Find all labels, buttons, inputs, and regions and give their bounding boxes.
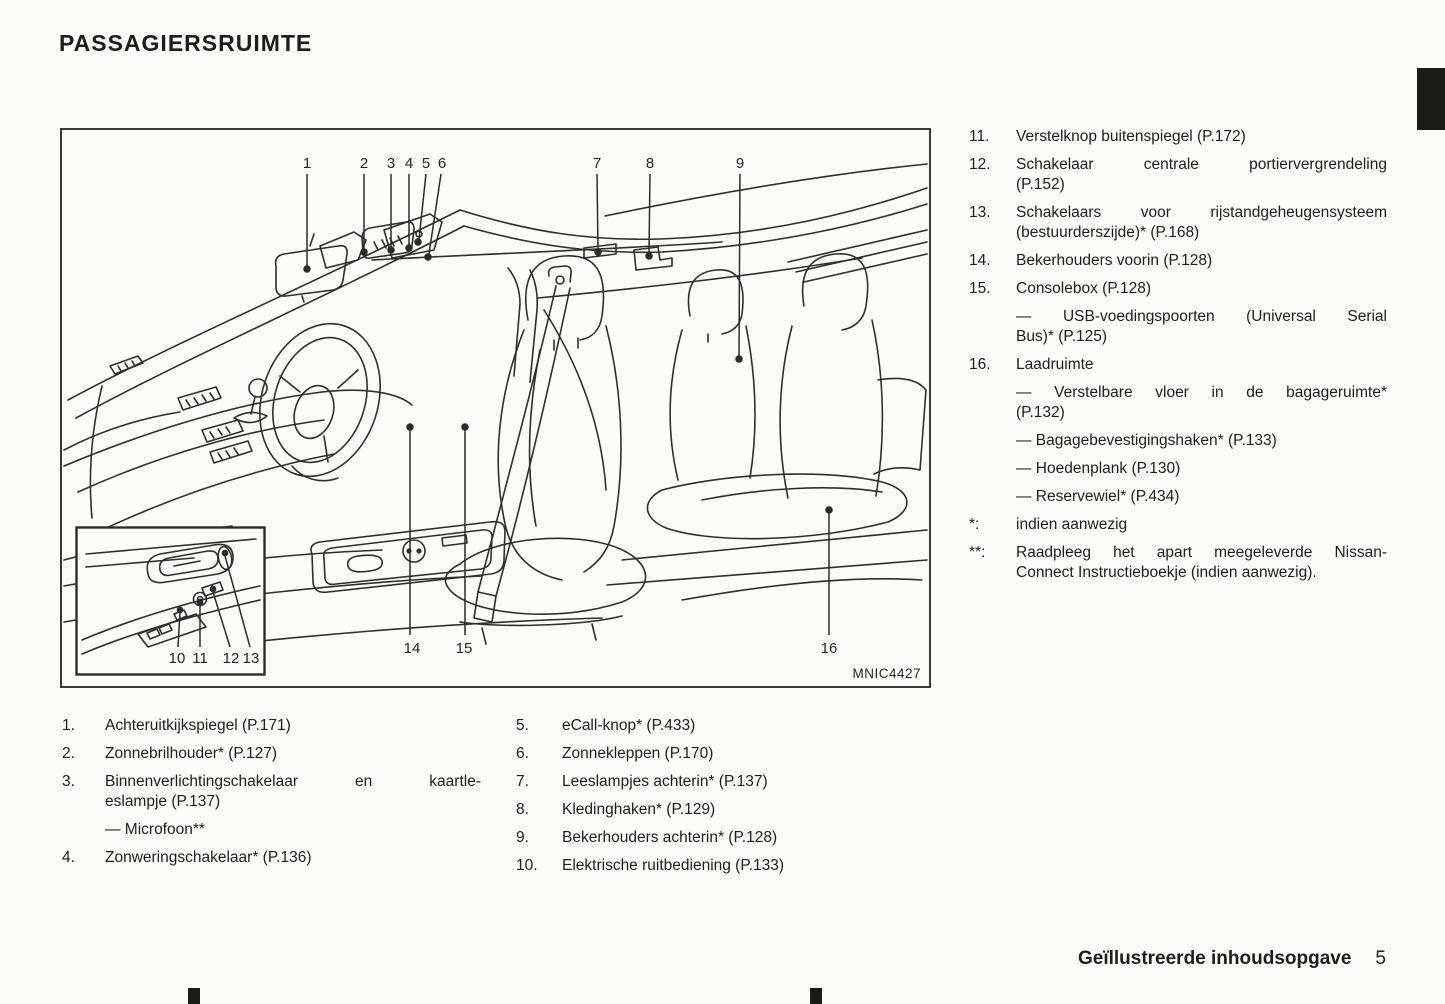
legend-item-text: Consolebox (P.128)	[1016, 280, 1151, 297]
legend-item-number: 5.	[516, 717, 529, 734]
legend-item-6	[516, 744, 912, 764]
page-title: PASSAGIERSRUIMTE	[59, 30, 313, 56]
legend-item-text: Kledinghaken* (P.129)	[562, 801, 716, 818]
legend-item-15	[969, 279, 1387, 347]
callout-4: 4	[404, 155, 414, 172]
legend-item-number: *:	[969, 516, 980, 533]
legend-subitem-text: — Microfoon**	[105, 821, 205, 838]
legend-item-text: Bekerhouders achterin* (P.128)	[562, 829, 778, 846]
legend-subitem-text: — Verstelbare vloer in de bagageruimte*	[1016, 384, 1387, 401]
legend-item-number: 3.	[62, 773, 75, 790]
legend-item-11	[969, 127, 1387, 147]
legend-subitem-text: — Bagagebevestigingshaken* (P.133)	[1016, 432, 1277, 449]
legend-subitem-text: Bus)* (P.125)	[1016, 328, 1108, 345]
legend-item-text: Zonnekleppen (P.170)	[562, 745, 714, 762]
legend-item-text: Schakelaar centrale portiervergrendeling	[1016, 156, 1387, 173]
callout-15: 15	[455, 640, 473, 657]
legend-item-number: 6.	[516, 745, 529, 762]
legend-item-text: (P.152)	[1016, 176, 1065, 193]
figure-code: MNIC4427	[852, 666, 921, 681]
legend-item-number: 8.	[516, 801, 529, 818]
legend-note-single-asterisk	[969, 515, 1387, 535]
legend-item-text: Verstelknop buitenspiegel (P.172)	[1016, 128, 1246, 145]
callout-7: 7	[592, 155, 602, 172]
footer-page-number: 5	[1375, 948, 1386, 969]
legend-item-9	[516, 828, 912, 848]
legend-item-text: Elektrische ruitbediening (P.133)	[562, 857, 785, 874]
legend-item-text: Laadruimte	[1016, 356, 1094, 373]
legend-note-text: indien aanwezig	[1016, 516, 1128, 533]
legend-item-number: 15.	[969, 280, 991, 297]
print-registration-mark	[188, 988, 200, 1004]
legend-item-number: 10.	[516, 857, 538, 874]
legend-item-number: 12.	[969, 156, 991, 173]
chapter-bleed-tab	[1417, 68, 1445, 130]
legend-item-13	[969, 203, 1387, 243]
legend-item-10	[516, 856, 912, 876]
legend-item-text: Zonweringschakelaar* (P.136)	[105, 849, 312, 866]
legend-item-2	[62, 744, 481, 764]
legend-item-4	[62, 848, 481, 868]
legend-item-number: 4.	[62, 849, 75, 866]
callout-14: 14	[403, 640, 421, 657]
print-registration-mark	[810, 988, 822, 1004]
callout-8: 8	[645, 155, 655, 172]
legend-item-text: Leeslampjes achterin* (P.137)	[562, 773, 768, 790]
legend-item-text: Bekerhouders voorin (P.128)	[1016, 252, 1213, 269]
car-interior-line-art	[62, 130, 929, 686]
legend-column-left	[62, 716, 481, 876]
legend-item-number: **:	[969, 544, 986, 561]
legend-subitem-text: (P.132)	[1016, 404, 1065, 421]
legend-item-14	[969, 251, 1387, 271]
legend-note-double-asterisk	[969, 543, 1387, 583]
callout-13: 13	[242, 650, 260, 667]
footer-section-title: Geïllustreerde inhoudsopgave	[1077, 948, 1352, 969]
legend-subitem-text: — Reservewiel* (P.434)	[1016, 488, 1180, 505]
legend-note-text: Connect Instructieboekje (indien aanwezig).	[1016, 564, 1317, 581]
legend-item-5	[516, 716, 912, 736]
legend-item-12	[969, 155, 1387, 195]
legend-item-number: 11.	[969, 128, 990, 145]
legend-item-number: 1.	[62, 717, 75, 734]
legend-item-number: 13.	[969, 204, 991, 221]
legend-item-number: 14.	[969, 252, 991, 269]
legend-item-16	[969, 355, 1387, 507]
callout-12: 12	[222, 650, 240, 667]
callout-3: 3	[386, 155, 396, 172]
legend-item-text: Binnenverlichtingschakelaar en kaartle-	[105, 773, 481, 790]
legend-subitem-text: — Hoedenplank (P.130)	[1016, 460, 1181, 477]
callout-2: 2	[359, 155, 369, 172]
callout-1: 1	[302, 155, 312, 172]
legend-item-number: 7.	[516, 773, 529, 790]
callout-16: 16	[820, 640, 838, 657]
legend-item-8	[516, 800, 912, 820]
legend-item-text: eCall-knop* (P.433)	[562, 717, 696, 734]
legend-item-text: Zonnebrilhouder* (P.127)	[105, 745, 278, 762]
callout-9: 9	[735, 155, 745, 172]
legend-item-number: 2.	[62, 745, 75, 762]
callout-6: 6	[437, 155, 447, 172]
legend-item-7	[516, 772, 912, 792]
callout-10: 10	[168, 650, 186, 667]
page-footer	[1078, 948, 1386, 970]
figure-passenger-compartment	[60, 128, 931, 688]
legend-item-number: 16.	[969, 356, 991, 373]
legend-item-text: Achteruitkijkspiegel (P.171)	[105, 717, 291, 734]
legend-item-number: 9.	[516, 829, 529, 846]
legend-item-3	[62, 772, 481, 840]
legend-column-middle	[516, 716, 912, 884]
legend-column-right	[969, 127, 1387, 591]
callout-11: 11	[192, 650, 208, 667]
callout-5: 5	[421, 155, 431, 172]
legend-item-1	[62, 716, 481, 736]
legend-item-text: (bestuurderszijde)* (P.168)	[1016, 224, 1200, 241]
legend-item-text: Schakelaars voor rijstandgeheugensysteem	[1016, 204, 1387, 221]
legend-note-text: Raadpleeg het apart meegeleverde Nissan-	[1016, 544, 1387, 561]
legend-item-text: eslampje (P.137)	[105, 793, 221, 810]
legend-subitem-text: — USB-voedingspoorten (Universal Serial	[1016, 308, 1387, 325]
